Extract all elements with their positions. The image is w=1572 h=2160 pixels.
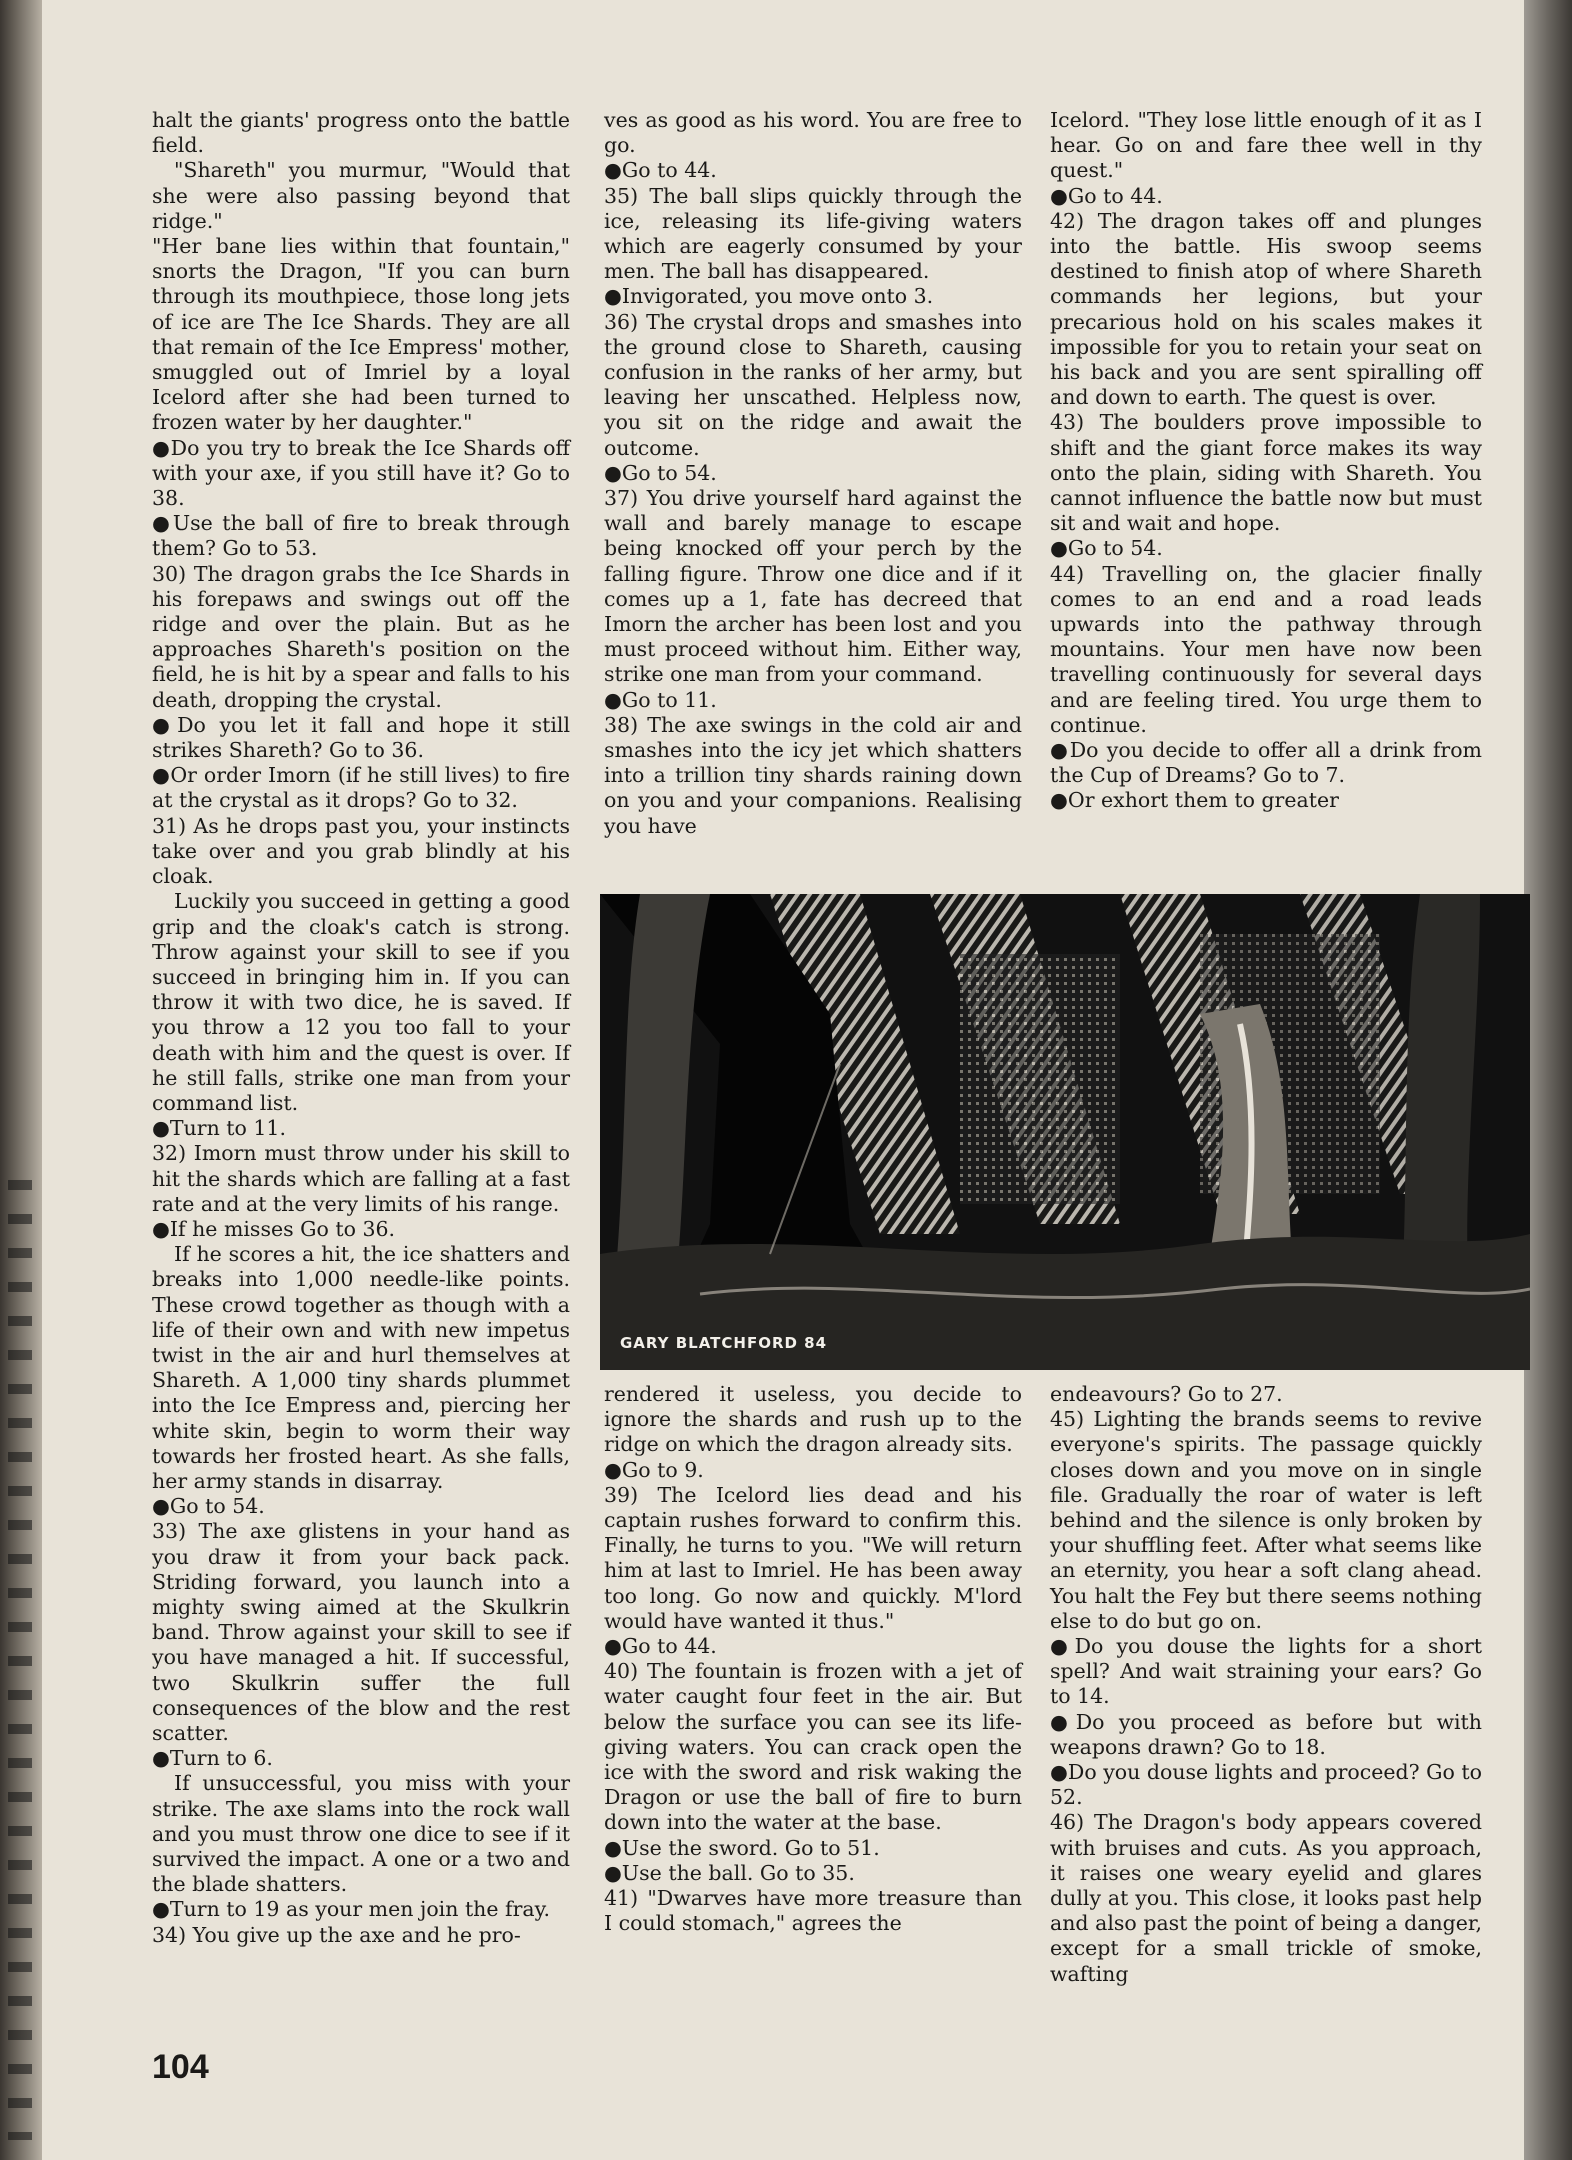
paragraph: If he scores a hit, the ice shatters and breaks into 1,000 needle-like points. These crowd together as though with a life of their own and with new impetus twist in the air and hurl themselves at Shareth. A 1,000 tiny shards plummet into the Ice Empress and, piercing her white skin, begin to worm their way towards her frosted heart. As she falls, her army stands in disarray. [152,1242,570,1493]
page-edge-marks [8,1180,32,2140]
choice: ●Do you douse the lights for a short spell? And wait straining your ears? Go to 14. [1050,1634,1482,1709]
choice: ●Go to 44. [604,158,717,183]
choice: ●Turn to 19 as your men join the fray. [152,1897,551,1922]
column-3-top [1050,108,1482,814]
choice: ●Use the ball of fire to break through them? Go to 53. [152,511,570,561]
forest-scene-icon [600,894,1530,1370]
paragraph: Icelord. "They lose little enough of it as I hear. Go on and fare thee well in thy quest." [1050,108,1482,183]
paragraph: 31) As he drops past you, your instincts take over and you grab blindly at his cloak. [152,813,570,889]
artist-signature: GARY BLATCHFORD 84 [620,1334,828,1352]
choice: ●Use the ball. Go to 35. [604,1860,855,1885]
paragraph: 46) The Dragon's body appears covered with bruises and cuts. As you approach, it raises one weary eyelid and glares dully at you. This close, it looks past help and also past the point of being a danger, except for a small trickle of smoke, wafting [1050,1810,1482,1986]
choice: ●If he misses Go to 36. [152,1216,396,1241]
paragraph: 35) The ball slips quickly through the ice, releasing its life-giving waters which are eagerly consumed by your men. The ball has disappeared. [604,183,1022,284]
choice: ●Go to 44. [1050,183,1163,208]
choice: ●Or order Imorn (if he still lives) to fire at the crystal as it drops? Go to 32. [152,763,570,813]
paragraph: 40) The fountain is frozen with a jet of water caught four feet in the air. But below the surface you can see its life-giving waters. You can crack open the ice with the sword and risk waking the Dragon or use the ball of fire to burn down into the water at the base. [604,1659,1022,1835]
page-gutter-shadow [1524,0,1572,2160]
choice: ●Use the sword. Go to 51. [604,1835,880,1860]
paragraph: ves as good as his word. You are free to go. [604,108,1022,158]
paragraph: endeavours? Go to 27. [1050,1382,1283,1406]
paragraph: 42) The dragon takes off and plunges into the battle. His swoop seems destined to finish atop of where Shareth commands her legions, but your precarious hold on his scales makes it impossible for you to retain your seat on his back and you are sent spiralling off and down to earth. The quest is over. [1050,208,1482,410]
page-number: 104 [152,2048,209,2086]
paragraph: 41) "Dwarves have more treasure than I could stomach," agrees the [604,1886,1022,1936]
paragraph: If unsuccessful, you miss with your strike. The axe slams into the rock wall and you must throw one dice to see if it survived the impact. A one or a two and the blade shatters. [152,1771,570,1897]
column-1 [152,108,570,1948]
choice: ●Do you decide to offer all a drink from the Cup of Dreams? Go to 7. [1050,738,1482,788]
choice: ●Go to 44. [604,1634,717,1659]
paragraph: 43) The boulders prove impossible to shift and the giant force makes its way onto the plain, siding with Shareth. You cannot influence the battle now but must sit and wait and hope. [1050,410,1482,536]
paragraph: 34) You give up the axe and he pro- [152,1922,521,1947]
choice: ●Turn to 11. [152,1116,286,1141]
choice: ●Or exhort them to greater [1050,788,1339,813]
choice: ●Do you douse lights and proceed? Go to 52. [1050,1760,1482,1810]
choice: ●Invigorated, you move onto 3. [604,284,934,309]
paragraph: 32) Imorn must throw under his skill to hit the shards which are falling at a fast rate and at the very limits of his range. [152,1141,570,1216]
column-3-bottom [1050,1382,1482,1987]
choice: ●Do you proceed as before but with weapons drawn? Go to 18. [1050,1709,1482,1759]
paragraph: "Her bane lies within that fountain," snorts the Dragon, "If you can burn through its mouthpiece, those long jets of ice are The Ice Shards. They are all that remain of the Ice Empress' mother, smuggled out of Imriel by a loyal Icelord after she had been turned to frozen water by her daughter." [152,234,570,435]
choice: ●Go to 54. [152,1494,265,1519]
paragraph: halt the giants' progress onto the battle field. [152,108,570,158]
choice: ●Go to 11. [604,687,717,712]
paragraph: "Shareth" you murmur, "Would that she were also passing beyond that ridge." [152,158,570,233]
paragraph: 38) The axe swings in the cold air and smashes into the icy jet which shatters into a trillion tiny shards raining down on you and your companions. Realising you have [604,712,1022,838]
choice: ●Go to 54. [1050,536,1163,561]
paragraph: 36) The crystal drops and smashes into the ground close to Shareth, causing confusion in the ranks of her army, but leaving her unscathed. Helpless now, you sit on the ridge and await the outcome. [604,309,1022,460]
paragraph: 30) The dragon grabs the Ice Shards in his forepaws and swings out off the ridge and over the plain. But as he approaches Shareth's position on the field, he is hit by a spear and falls to his death, dropping the crystal. [152,561,570,712]
paragraph: rendered it useless, you decide to ignore the shards and rush up to the ridge on which the dragon already sits. [604,1382,1022,1457]
paragraph: 39) The Icelord lies dead and his captain rushes forward to confirm this. Finally, he turns to you. "We will return him at last to Imriel. He has been away too long. Go now and quickly. M'lord would have wanted it thus." [604,1482,1022,1633]
paragraph: 33) The axe glistens in your hand as you draw it from your back pack. Striding forward, you launch into a mighty swing aimed at the Skulkrin band. Throw against your skill to see if you have managed a hit. If successful, two Skulkrin suffer the full consequences of the blow and the rest scatter. [152,1519,570,1745]
choice: ●Do you try to break the Ice Shards off with your axe, if you still have it? Go to 38. [152,435,570,511]
choice: ●Go to 9. [604,1457,704,1482]
paragraph: 37) You drive yourself hard against the wall and barely manage to escape being knocked off your perch by the falling figure. Throw one dice and if it comes up a 1, fate has decreed that Imorn the archer has been lost and you must proceed without him. Either way, strike one man from your command. [604,486,1022,687]
paragraph: 44) Travelling on, the glacier finally comes to an end and a road leads upwards into the pathway through mountains. Your men have now been travelling continuously for several days and are feeling tired. You urge them to continue. [1050,561,1482,737]
paragraph: 45) Lighting the brands seems to revive everyone's spirits. The passage quickly closes down and you move on in single file. Gradually the roar of water is left behind and the silence is only broken by your shuffling feet. After what seems like an eternity, you hear a soft clang ahead. You halt the Fey but there seems nothing else to do but go on. [1050,1407,1482,1633]
choice: ●Turn to 6. [152,1746,273,1771]
choice: ●Go to 54. [604,460,717,485]
column-2-bottom [604,1382,1022,1936]
column-2-top [604,108,1022,839]
forest-illustration [600,894,1530,1370]
paragraph: Luckily you succeed in getting a good grip and the cloak's catch is strong. Throw against your skill to see if you succeed in bringing him in. If you can throw it with two dice, he is saved. If you throw a 12 you too fall to your death with him and the quest is over. If he still falls, strike one man from your command list. [152,889,570,1115]
choice: ●Do you let it fall and hope it still strikes Shareth? Go to 36. [152,712,570,763]
